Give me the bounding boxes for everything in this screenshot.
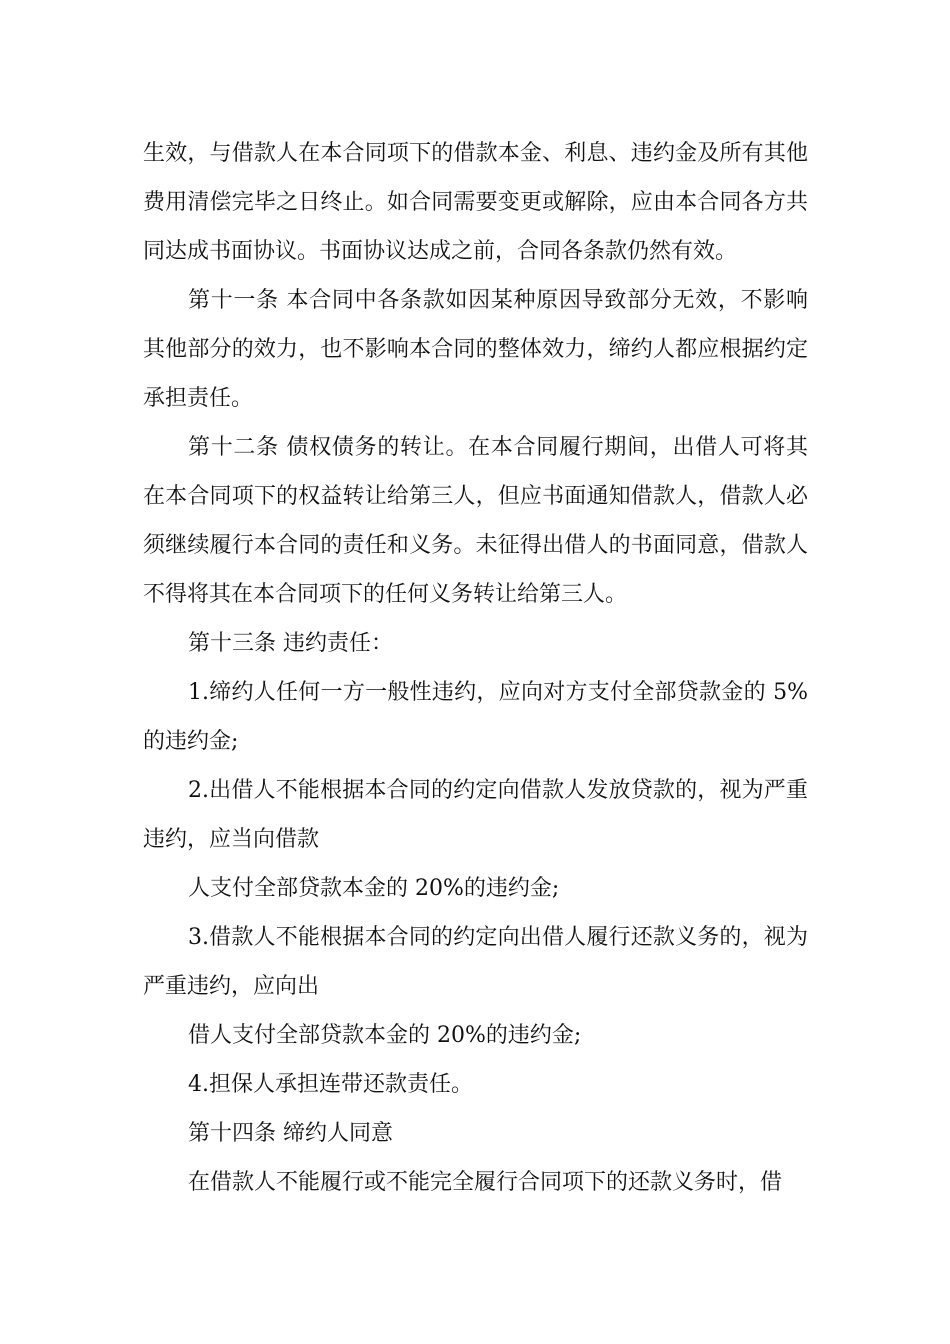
paragraph-article-13-item-3: 3.借款人不能根据本合同的约定向出借人履行还款义务的，视为严重违约，应向出 [143, 925, 808, 999]
paragraph-article-13-item-2-cont: 人支付全部贷款本金的 20%的违约金; [188, 876, 560, 901]
paragraph-article-11: 第十一条 本合同中各条款如因某种原因导致部分无效，不影响其他部分的效力，也不影响本合同的整体效力，缔约人都应根据约定承担责任。 [143, 288, 808, 411]
paragraph-article-13-item-1: 1.缔约人任何一方一般性违约，应向对方支付全部贷款金的 5%的违约金; [143, 680, 808, 754]
paragraph-article-13-heading: 第十三条 违约责任： [188, 631, 393, 656]
paragraph-validity: 生效，与借款人在本合同项下的借款本金、利息、违约金及所有其他费用清偿完毕之日终止。如合同需要变更或解除，应由本合同各方共同达成书面协议。书面协议达成之前，合同各条款仍然有效。 [143, 141, 808, 264]
paragraph-article-14-heading: 第十四条 缔约人同意 [188, 1121, 393, 1146]
paragraph-article-14-body: 在借款人不能履行或不能完全履行合同项下的还款义务时，借 [188, 1170, 783, 1195]
paragraph-article-13-item-4: 4.担保人承担连带还款责任。 [188, 1072, 473, 1097]
paragraph-article-13-item-3-cont: 借人支付全部贷款本金的 20%的违约金; [188, 1023, 582, 1048]
document-body [143, 129, 808, 1207]
paragraph-article-13-item-2: 2.出借人不能根据本合同的约定向借款人发放贷款的，视为严重违约，应当向借款 [143, 778, 808, 852]
paragraph-article-12: 第十二条 债权债务的转让。在本合同履行期间，出借人可将其在本合同项下的权益转让给第三人，但应书面通知借款人，借款人必须继续履行本合同的责任和义务。未征得出借人的书面同意，借款人不得将其在本合同项下的任何义务转让给第三人。 [143, 435, 808, 607]
